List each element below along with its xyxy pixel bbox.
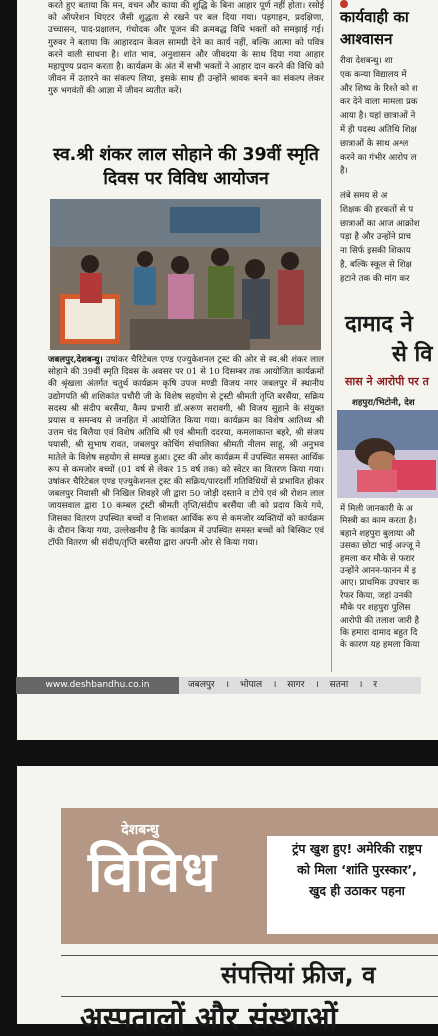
right-subheadline: सास ने आरोपी पर त (345, 375, 429, 388)
footer-separator: । (225, 680, 230, 690)
right-headline-1-line-2: आश्वासन (340, 30, 393, 48)
story-dateline: जबलपुर,देशबन्धु। (48, 355, 103, 365)
text-line: है, बल्कि स्कूल से शिक्ष (340, 259, 412, 270)
right-text-2 (340, 190, 438, 287)
article-story (48, 354, 324, 549)
page2-headline-2: अस्पतालों और संस्थाओं (80, 1001, 338, 1036)
text-line: ना सिर्फ इसकी शिकाय (340, 246, 411, 257)
text-line: शिक्षक की हरकतों से प (340, 204, 414, 215)
article-headline: स्व.श्री शंकर लाल सोहाने की 39वीं स्मृति दिवस पर विविध आयोजन (53, 145, 319, 189)
text-line: में ही पदस्थ अतिथि शिक्ष (340, 124, 417, 135)
footer-separator: । (315, 680, 319, 690)
right-headline-2-line-2: से वि (392, 342, 433, 367)
footer-separator: । (272, 680, 277, 690)
text-line: मिस्त्री का काम करता है। (340, 516, 417, 527)
text-line: आरोपी की तलाश जारी है (340, 615, 420, 626)
text-line: रीवा देशबन्धु। शा (340, 56, 393, 66)
footer-separator: । (359, 680, 363, 690)
masthead-teaser-text[interactable] (276, 838, 438, 901)
text-line: और शिष्य के रिश्ते को श (340, 83, 418, 94)
text-line: करने का गंभीर आरोप ल (340, 152, 417, 163)
masthead-brand: देशबन्धु (121, 822, 159, 838)
right-headline-2-line-1: दामाद ने (345, 312, 413, 337)
text-line: रेफर किया, जहां उनकी (340, 590, 413, 601)
story-paragraph (48, 354, 324, 549)
text-line: हटाने तक की मांग कर (340, 273, 410, 284)
text-line: कर देने वाला मामला प्रक (340, 97, 418, 108)
footer-city: सागर (287, 680, 305, 690)
text-line: लंबे समय से अ (340, 191, 388, 201)
text-line: में मिली जानकारी के अ (340, 504, 413, 514)
text-line: मौके पर शहपुरा पुलिस (340, 603, 411, 614)
masthead-section-title: विविध (88, 840, 217, 905)
footer-city: जबलपुर (188, 680, 215, 690)
footer-city: र (373, 680, 378, 690)
text-line: आए। प्राथमिक उपचार क (340, 578, 419, 589)
text-line: कि हमारा दामाद बहुत दि (340, 628, 418, 639)
footer-city: भोपाल (239, 680, 263, 690)
footer-website[interactable]: www.deshbandhu.co.in (16, 677, 179, 694)
story-body: उषांकर चैरिटेबल एण्ड एज्युकेशनल ट्रस्ट की ओर से स्व.श्री शंकर लाल सोहाने की 39वीं स्मृति दिवस के अवसर पर 01 से 10 दिसम्बर तक आयोजित कार्यक्रमों की श्रृंखला अंतर्गत चतुर्थ कार्यक्रम कृषि उपज मण्डी विजय नगर जबलपुर में स्थानीय उद्योगपति श्री शशिकांत पचौरी जी के विशेष सहयोग से ट्रस्टी श्रीमती तृप्ति बरसैंया, सक्रिय सदस्य श्री संदीप बरसैंया, कैम्प प्रभारी डॉ.अरूण सरावगी, श्री विजय सुहाने के संयुक्त प्रयास व समन्वय से जनहित में आयोजित किया गया। कार्यक्रम का विशेष आतिथ्य श्री उत्तम चंद बिलैया एवं विशेष अतिथि श्री एवं श्रीमती ददरया, कमलाकान्त बहरे, श्री संजय पयासी, श्री सुभाष रावत, जबलपुर कोचिंग संचालिका श्रीमती नीलम साहू, श्री अनुभव मातेले के विशेष सहयोग से सम्पन्न हुआ। ट्रस्ट की ओर कार्यक्रम में उपस्थित समस्त आर्थिक रूप से कमजोर बच्चों (01 वर्ष से लेकर 15 वर्ष तक) को स्वेटर का वितरण किया गया। उषांकर चैरिटेबल एण्ड एज्युकेशनल ट्रस्ट की सक्रिय/पारदर्शी गतिविधियों से प्रभावित होकर जबलपुर निवासी श्री निखिल शिवहरे जी द्वारा 50 जोड़ी दस्ताने व टोपे एवं श्री रोशन लाल जायसवाल द्वारा 10 कम्बल ट्रस्टी श्रीमती तृप्ति/संदीप बरसैंया जी को प्रदाय किये गये, जिसका वितरण उपस्थित बच्चों व निःशक्त आर्थिक रूप से कमजोर व्यक्तियों को कार्यक्रम के दौरान किया गया, उल्लेखनीय है कि कार्यक्रम में उपस्थित समस्त बच्चों को बिस्किट एवं टॉफी वितरण श्री संदीप/तृप्ति बरसैंया द्वारा अपनी ओर से किया गया। (48, 355, 324, 549)
victim-photo (337, 410, 438, 498)
text-line: छात्राओं का आज आक्रोश (340, 218, 420, 229)
divider-rule (61, 955, 438, 956)
teaser-line: खुद ही उठाकर पहना (309, 883, 405, 898)
divider-rule (61, 996, 438, 997)
text-line: एक कन्या विद्यालय में (340, 69, 407, 80)
text-line: पड़ा है और उन्होंने प्राच (340, 232, 411, 243)
text-line: छात्राओं के साथ अश्ल (340, 138, 409, 149)
text-line: है। (340, 166, 348, 177)
teaser-line: को मिला ‘शांति पुरस्कार’, (297, 862, 417, 877)
event-photo (50, 199, 321, 350)
text-line: उन्होंने आनन-फानन में इ (340, 566, 417, 577)
page2-headline-1: संपत्तियां फ्रीज, व (221, 961, 376, 989)
right-headline-1 (340, 6, 409, 50)
right-text-1 (340, 55, 438, 179)
right-headline-1-line-1: कार्यवाही का (340, 8, 409, 26)
footer-city: सतना (329, 680, 349, 690)
right-text-3 (340, 503, 438, 652)
footer-cities (188, 677, 385, 694)
column-divider (331, 0, 332, 672)
text-line: उसका छोटा भाई अज्जू ने (340, 541, 421, 552)
text-line: बहाने शहपुरा बुलाया औ (340, 528, 415, 539)
text-line: के कारण यह हमला किया (340, 640, 420, 651)
intro-paragraph: करते हुए बताया कि मन, वचन और काया की शुद्धि के बिना आहार पूर्ण नहीं होता। रसोई को ऑपरेशन थिएटर जैसी शुद्धता से रखने पर बल दिया गया। पड़गाहन, प्रदक्षिणा, उच्चासन, पाद-प्रक्षालन, गंधोदक और पूजन की क्रमबद्ध विधि भक्तों को समझाई गई। गुरुवर ने बताया कि आहारदान केवल सामग्री देने का कार्य नहीं, बल्कि आत्मा को पवित्र करने वाली साधना है। शांत भाव, अनुशासन और जीवदया के साथ दिया गया आहार महापुण्य प्रदान करता है। कार्यक्रम के अंत में सभी भक्तों ने आहार दान करने की विधि को जीवन में उतारने का संकल्प लिया, इसके साथ ही उन्होंने श्रावक बनने का संकल्प लेकर गुरु भगवंतों की आज्ञा में जीवन व्यतीत करें। (48, 1, 324, 97)
text-line: हमला कर मौके से फरार (340, 553, 415, 564)
right-dateline: शहपुरा/भिटोनी, देश (352, 398, 415, 408)
teaser-line: ट्रंप खुश हुए! अमेरिकी राष्ट्रप (292, 841, 422, 856)
text-line: आया है। यहां छात्राओं ने (340, 111, 416, 122)
